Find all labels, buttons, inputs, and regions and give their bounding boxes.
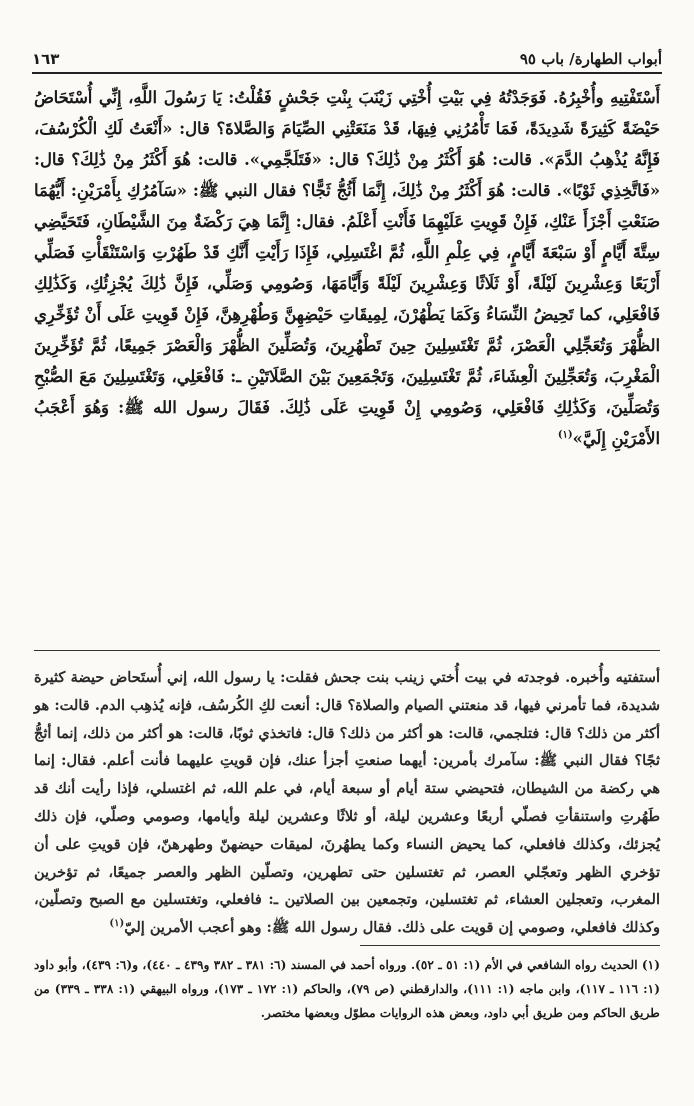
- plain-text-block: [34, 664, 660, 942]
- chapter-title: أبواب الطهارة/ باب ٩٥: [519, 50, 662, 68]
- running-header: [32, 38, 662, 68]
- hadith-text-block: [34, 82, 660, 454]
- hadith-text: أَسْتَفْتِيهِ وأُخْبِرُهُ. فَوَجَدْتُهُ فِي بَيْتِ أُخْتِي زَيْنَبَ بِنْتِ جَحْشٍ فَقُلْتُ: يَا رَسُولَ اللَّهِ، إِنِّي أُسْتَحَاضُ حَيْضَةً كَثِيرَةً شَدِيدَةً، فَمَا تَأْمُرُنِي فِيهَا، قَدْ مَنَعَتْنِي الصِّيَامَ وَالصَّلاةَ؟ قال: «أَنْعَتُ لَكِ الْكُرْسُفَ، فَإِنَّهُ يُذْهِبُ الدَّمَ». قالت: هُوَ أَكْثَرُ مِنْ ذَٰلِكَ؟ قال: «فَتَلَجَّمِي». قالت: هُوَ أَكْثَرُ مِنْ ذَٰلِكَ؟ قال: «فَاتَّخِذِي ثَوْبًا». قالت: هُوَ أَكْثَرُ مِنْ ذَٰلِكَ، إِنَّمَا أَثُجُّ ثَجًّا؟ فقال النبي ﷺ: «سَآمُرُكِ بِأَمْرَيْنِ: أَيُّهُمَا صَنَعْتِ أَجْزَأَ عَنْكِ، فَإِنْ قَوِيتِ عَلَيْهِمَا فَأَنْتِ أَعْلَمُ. فقال: إِنَّمَا هِيَ رَكْضَةٌ مِنَ الشَّيْطَانِ، فَتَحَيَّضِي سِتَّةَ أَيَّامٍ أَوْ سَبْعَةَ أَيَّامٍ، فِي عِلْمِ اللَّهِ، ثُمَّ اغْتَسِلِي، فَإِذَا رَأَيْتِ أَنَّكِ قَدْ طَهُرْتِ وَاسْتَنْقَأْتِ فَصَلِّي أَرْبَعًا وَعِشْرِينَ لَيْلَةً، أَوْ ثَلَاثًا وَعِشْرِينَ لَيْلَةً وَأَيَّامَهَا، وَصُومِي وَصَلِّي، فَإِنَّ ذَٰلِكَ يُجْزِئُكِ، وَكَذَٰلِكِ فَافْعَلِي، كما تَحِيضُ النِّسَاءُ وَكَمَا يَطْهُرْنَ، لِمِيقَاتِ حَيْضِهِنَّ وَطُهْرِهِنَّ، فَإِنْ قَوِيتِ عَلَى أَنْ تُؤَخِّرِي الظُّهْرَ وَتُعَجِّلِي الْعَصْرَ، ثُمَّ تَغْتَسِلِينَ حِينَ تَطْهُرِينَ، وَتُصَلِّينَ الظُّهْرَ وَالْعَصْرَ جَمِيعًا، ثُمَّ تُؤَخِّرِينَ الْمَغْرِبَ، وَتُعَجِّلِينَ الْعِشَاءَ، ثُمَّ تَغْتَسِلِينَ، وَتَجْمَعِينَ بَيْنَ الصَّلَاتَيْنِ ـ: فَافْعَلِي، وَتَغْتَسِلِينَ مَعَ الصُّبْحِ وَتُصَلِّينَ، وَكَذَٰلِكِ فَافْعَلِي، وَصُومِي إِنْ قَوِيتِ عَلَى ذَٰلِكَ. فَقَالَ رسول الله ﷺ: وَهُوَ أَعْجَبُ الأَمْرَيْنِ إِلَيَّ»: [34, 88, 660, 448]
- plain-text: أستفتيه وأُخبره. فوجدته في بيت أُختي زينب بنت جحش فقلت: يا رسول الله، إني أُستَحاض حيضة كثيرة شديدة، فما تأمرني فيها، قد منعتني الصيام والصلاة؟ قال: أنعت لكِ الكُرسُف، فإنه يُذهِب الدم. قالت: هو أكثر من ذلك؟ قال: فتلجمي، قالت: هو أكثر من ذلك؟ قال: فاتخذي ثوبًا، قالت: هو أكثر من ذلك، إنما أثجُّ ثجًا؟ فقال النبي ﷺ: سآمرك بأمرين: أيهما صنعتِ أجزأ عنك، فإن قويتِ عليهما فأنت أعلم. فقال: إنما هي ركضة من الشيطان، فتحيضي ستة أيام أو سبعة أيام، في علم الله، ثم اغتسلي، فإذا رأيت أنك قد طَهُرتِ واستنقأتِ فصلّي أربعًا وعشرين ليلة، أو ثلاثًا وعشرين ليلة وأيامها، وصومي وصلّي، فإن ذلك يُجزئك، وكذلك فافعلي، كما يحيض النساء وكما يطهُرنَ، لميقات حيضهنّ وطهرهنّ، فإن قويتِ على أن تؤخري الظهر وتعجّلي العصر، ثم تغتسلين حتى تطهرين، وتصلّين الظهر والعصر جميعًا، ثم تؤخرين المغرب، وتعجلين العشاء، ثم تغتسلين، وتجمعين بين الصلاتين ـ: فافعلي، وتغتسلين مع الصبح وتصلّين، وكذلك فافعلي، وصومي إن قويت على ذلك. فقال رسول الله ﷺ: وهو أعجب الأمرين إليّ: [34, 669, 660, 937]
- section-divider: [34, 650, 660, 651]
- footnote-marker: (١): [557, 429, 573, 441]
- footnote: (١) الحديث رواه الشافعي في الأم (١: ٥١ ـ ٥٢). ورواه أحمد في المسند (٦: ٣٨١ ـ ٣٨٢ و٤٣٩ ـ ٤٤٠)، و(٦: ٤٣٩)، وأبو داود (١: ١١٦ ـ ١١٧)، وابن ماجه (١: ١١١)، والدارقطني (ص ٧٩)، والحاكم (١: ١٧٢ ـ ١٧٣)، ورواه البيهقي (١: ٣٣٨ ـ ٣٣٩) من طريق الحاكم ومن طريق أبي داود، وبعض هذه الروايات مطوّل وبعضها مختصر.: [34, 958, 660, 1020]
- footnote-marker-plain: (١): [109, 918, 125, 930]
- footnote-divider: [360, 945, 660, 946]
- page-number: ١٦٣: [32, 50, 60, 68]
- header-rule: [32, 72, 662, 74]
